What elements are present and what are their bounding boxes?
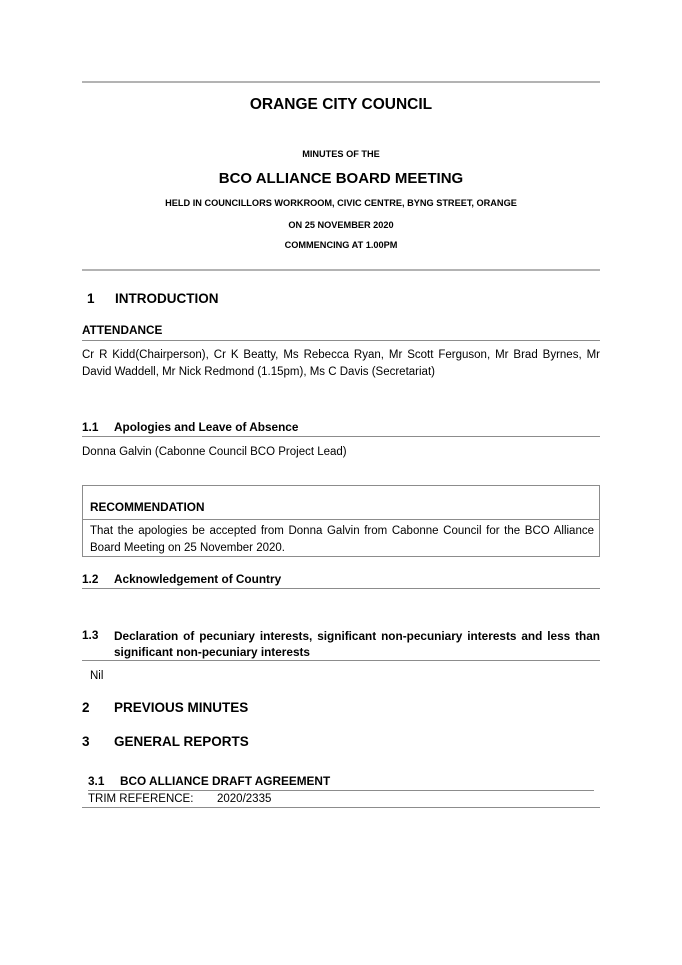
section-1-heading	[87, 291, 587, 309]
section-title: INTRODUCTION	[115, 291, 219, 306]
section-number: 3.1	[88, 774, 105, 788]
minutes-of-label: MINUTES OF THE	[302, 149, 380, 159]
recommendation-rule	[83, 519, 599, 520]
section-1-3-rule	[82, 660, 600, 661]
council-name: ORANGE CITY COUNCIL	[249, 96, 433, 113]
attendance-list: Cr R Kidd(Chairperson), Cr K Beatty, Ms Rebecca Ryan, Mr Scott Ferguson, Mr Brad Byrnes, Mr David Waddell, Mr Nick Redmond (1.15pm), Ms C Davis (Secretariat)	[82, 349, 600, 378]
section-title: PREVIOUS MINUTES	[114, 700, 249, 715]
recommendation-text: That the apologies be accepted from Donna Galvin from Cabonne Council for the BCO Alliance Board Meeting on 25 November 2020.	[90, 525, 594, 554]
declaration-text: Nil	[90, 670, 104, 682]
section-number: 3	[82, 734, 90, 749]
recommendation-heading: RECOMMENDATION	[90, 500, 205, 514]
recommendation-box	[82, 485, 600, 557]
section-number: 1.2	[82, 572, 99, 586]
section-title: Declaration of pecuniary interests, significant non-pecuniary interests and less than significant non-pecuniary interests	[114, 629, 600, 659]
section-1-1-rule	[82, 436, 600, 437]
section-number: 2	[82, 700, 90, 715]
attendance-rule	[82, 340, 600, 341]
meeting-title: BCO ALLIANCE BOARD MEETING	[218, 170, 464, 187]
section-1-2-heading	[82, 572, 600, 588]
section-1-1-heading	[82, 420, 600, 436]
section-1-2-rule	[82, 588, 600, 589]
section-title: BCO ALLIANCE DRAFT AGREEMENT	[120, 774, 331, 788]
apologies-text: Donna Galvin (Cabonne Council BCO Project Lead)	[82, 446, 347, 458]
section-number: 1	[87, 291, 95, 306]
section-number: 1.3	[82, 628, 99, 642]
trim-reference-value: 2020/2335	[217, 793, 272, 805]
attendance-heading: ATTENDANCE	[82, 323, 163, 337]
meeting-date: ON 25 NOVEMBER 2020	[288, 220, 394, 230]
header-bottom-rule	[82, 269, 600, 271]
meeting-start-time: COMMENCING AT 1.00PM	[284, 240, 398, 250]
section-3-1-heading	[88, 774, 598, 790]
section-number: 1.1	[82, 420, 99, 434]
trim-reference-label: TRIM REFERENCE:	[88, 793, 194, 805]
section-3-heading	[82, 734, 600, 752]
section-title: GENERAL REPORTS	[114, 734, 249, 749]
section-2-heading	[82, 700, 600, 718]
header-top-rule	[82, 81, 600, 83]
section-title: Acknowledgement of Country	[114, 572, 282, 586]
section-title: Apologies and Leave of Absence	[114, 420, 299, 434]
trim-reference-rule	[82, 807, 600, 808]
section-1-3-heading	[82, 628, 600, 662]
meeting-location: HELD IN COUNCILLORS WORKROOM, CIVIC CENTRE, BYNG STREET, ORANGE	[165, 198, 517, 208]
